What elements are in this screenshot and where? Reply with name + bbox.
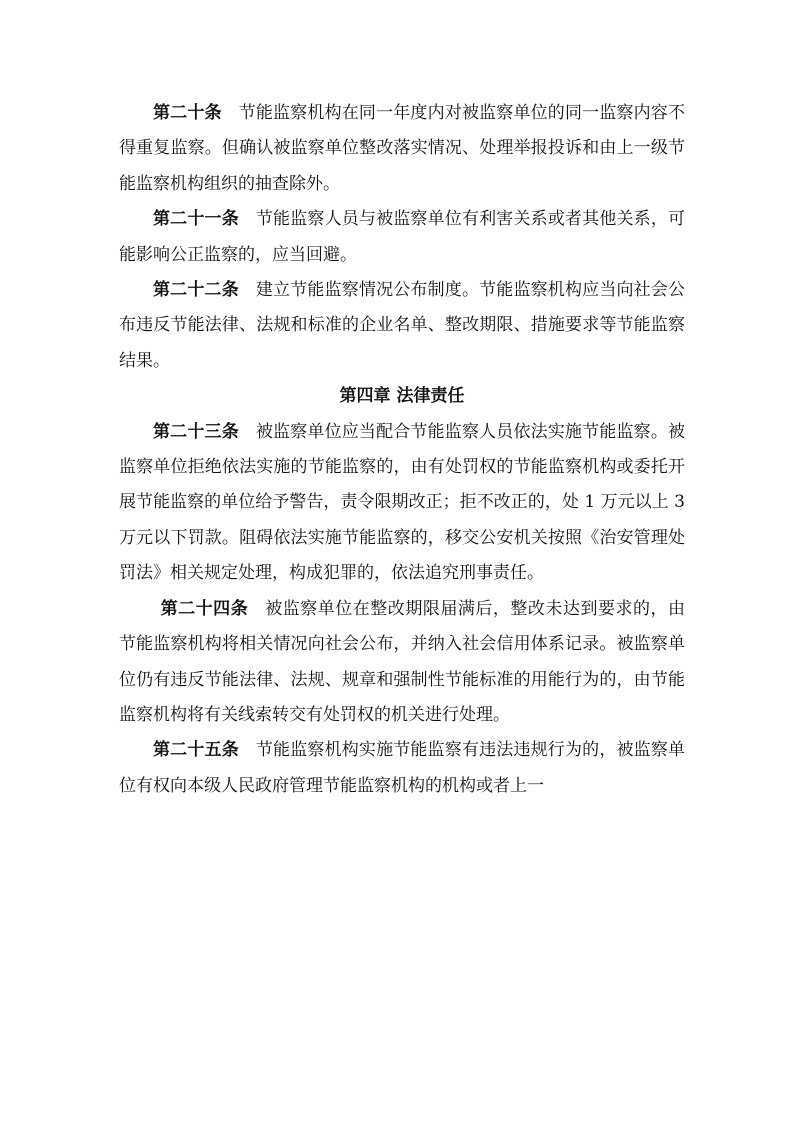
article-text: 节能监察人员与被监察单位有利害关系或者其他关系，可能影响公正监察的，应当回避。	[119, 209, 686, 265]
article-text: 建立节能监察情况公布制度。节能监察机构应当向社会公布违反节能法律、法规和标准的企业名单、整改期限、措施要求等节能监察结果。	[119, 280, 686, 371]
article-text: 节能监察机构实施节能监察有违法违规行为的，被监察单位有权向本级人民政府管理节能监察机构的机构或者上一	[119, 740, 686, 796]
article-number: 第二十一条	[153, 209, 239, 230]
article-text: 被监察单位在整改期限届满后，整改未达到要求的，由节能监察机构将相关情况向社会公布，并纳入社会信用体系记录。被监察单位仍有违反节能法律、法规、规章和强制性节能标准的用能行为的，由节能监察机构将有关线索转交有处罚权的机关进行处理。	[119, 598, 686, 725]
article-number: 第二十二条	[153, 280, 239, 301]
article-text: 被监察单位应当配合节能监察人员依法实施节能监察。被监察单位拒绝依法实施的节能监察的，由有处罚权的节能监察机构或委托开展节能监察的单位给予警告，责令限期改正；拒不改正的，处 1 万元以上 3 万元以下罚款。阻碍依法实施节能监察的，移交公安机关按照《治安管理处罚法》相关规定处理，构成犯罪的，依法追究刑事责任。	[119, 421, 686, 584]
article-24	[119, 592, 685, 734]
article-text: 节能监察机构在同一年度内对被监察单位的同一监察内容不得重复监察。但确认被监察单位整改落实情况、处理举报投诉和由上一级节能监察机构组织的抽查除外。	[119, 103, 686, 194]
article-22	[119, 273, 685, 379]
document-body	[119, 96, 685, 804]
article-number: 第二十五条	[153, 740, 239, 761]
chapter-title: 第四章 法律责任	[339, 386, 465, 407]
article-23	[119, 415, 685, 592]
article-20	[119, 96, 685, 202]
article-number: 第二十四条	[160, 598, 249, 619]
article-number: 第二十三条	[153, 421, 239, 442]
article-number: 第二十条	[153, 103, 222, 123]
article-21	[119, 202, 685, 273]
article-25	[119, 733, 685, 804]
